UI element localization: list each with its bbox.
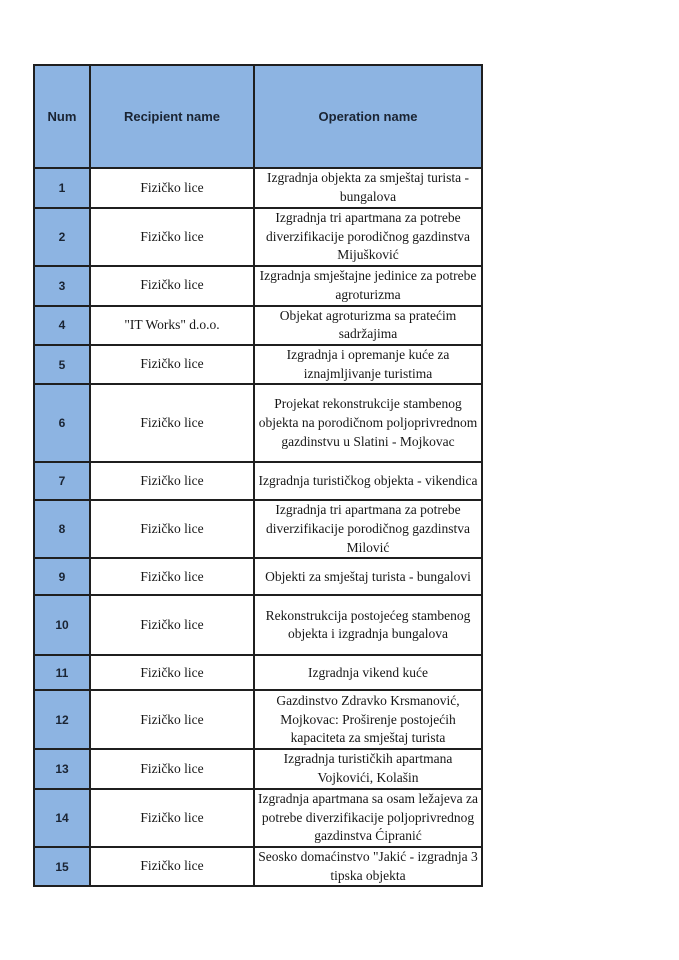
recipient-cell: Fizičko lice bbox=[90, 847, 254, 886]
num-cell: 9 bbox=[34, 558, 90, 595]
num-cell: 15 bbox=[34, 847, 90, 886]
recipient-cell: Fizičko lice bbox=[90, 789, 254, 847]
recipient-cell: Fizičko lice bbox=[90, 595, 254, 655]
table-row bbox=[34, 847, 482, 886]
num-cell: 11 bbox=[34, 655, 90, 690]
table-row bbox=[34, 595, 482, 655]
operation-cell: Izgradnja vikend kuće bbox=[254, 655, 482, 690]
num-cell: 1 bbox=[34, 168, 90, 208]
num-cell: 10 bbox=[34, 595, 90, 655]
table-row bbox=[34, 384, 482, 462]
recipient-cell: Fizičko lice bbox=[90, 168, 254, 208]
operation-cell: Objekti za smještaj turista - bungalovi bbox=[254, 558, 482, 595]
grants-table bbox=[33, 64, 483, 887]
operation-cell: Izgradnja tri apartmana za potrebe diverzifikacije porodičnog gazdinstva Mijušković bbox=[254, 208, 482, 266]
operation-cell: Projekat rekonstrukcije stambenog objekta na porodičnom poljoprivrednom gazdinstvu u Slatini - Mojkovac bbox=[254, 384, 482, 462]
table-row bbox=[34, 462, 482, 500]
table-row bbox=[34, 500, 482, 558]
recipient-cell: Fizičko lice bbox=[90, 690, 254, 749]
table-row bbox=[34, 690, 482, 749]
table-row bbox=[34, 789, 482, 847]
table-body bbox=[34, 168, 482, 886]
table-row bbox=[34, 168, 482, 208]
header-row bbox=[34, 65, 482, 168]
recipient-cell: Fizičko lice bbox=[90, 384, 254, 462]
operation-cell: Objekat agroturizma sa pratećim sadržajima bbox=[254, 306, 482, 345]
operation-cell: Gazdinstvo Zdravko Krsmanović, Mojkovac: Proširenje postojećih kapaciteta za smještaj turista bbox=[254, 690, 482, 749]
operation-cell: Rekonstrukcija postojećeg stambenog objekta i izgradnja bungalova bbox=[254, 595, 482, 655]
operation-cell: Seosko domaćinstvo "Jakić - izgradnja 3 tipska objekta bbox=[254, 847, 482, 886]
table-row bbox=[34, 749, 482, 788]
operation-cell: Izgradnja turističkih apartmana Vojkovići, Kolašin bbox=[254, 749, 482, 788]
recipient-cell: "IT Works" d.o.o. bbox=[90, 306, 254, 345]
num-cell: 12 bbox=[34, 690, 90, 749]
num-cell: 13 bbox=[34, 749, 90, 788]
recipient-cell: Fizičko lice bbox=[90, 749, 254, 788]
table-row bbox=[34, 558, 482, 595]
operation-cell: Izgradnja tri apartmana za potrebe diverzifikacije porodičnog gazdinstva Milović bbox=[254, 500, 482, 558]
num-cell: 3 bbox=[34, 266, 90, 305]
recipient-cell: Fizičko lice bbox=[90, 345, 254, 384]
recipient-cell: Fizičko lice bbox=[90, 558, 254, 595]
table-row bbox=[34, 306, 482, 345]
num-cell: 2 bbox=[34, 208, 90, 266]
header-recipient: Recipient name bbox=[90, 65, 254, 168]
operation-cell: Izgradnja objekta za smještaj turista - bungalova bbox=[254, 168, 482, 208]
num-cell: 6 bbox=[34, 384, 90, 462]
header-num: Num bbox=[34, 65, 90, 168]
table-row bbox=[34, 655, 482, 690]
operation-cell: Izgradnja smještajne jedinice za potrebe agroturizma bbox=[254, 266, 482, 305]
recipient-cell: Fizičko lice bbox=[90, 500, 254, 558]
recipient-cell: Fizičko lice bbox=[90, 655, 254, 690]
table-row bbox=[34, 208, 482, 266]
recipient-cell: Fizičko lice bbox=[90, 208, 254, 266]
operation-cell: Izgradnja turističkog objekta - vikendica bbox=[254, 462, 482, 500]
recipient-cell: Fizičko lice bbox=[90, 266, 254, 305]
recipient-cell: Fizičko lice bbox=[90, 462, 254, 500]
table-row bbox=[34, 345, 482, 384]
num-cell: 7 bbox=[34, 462, 90, 500]
operation-cell: Izgradnja apartmana sa osam ležajeva za potrebe diverzifikacije poljoprivrednog gazdinstva Ćipranić bbox=[254, 789, 482, 847]
header-operation: Operation name bbox=[254, 65, 482, 168]
num-cell: 14 bbox=[34, 789, 90, 847]
operation-cell: Izgradnja i opremanje kuće za iznajmljivanje turistima bbox=[254, 345, 482, 384]
num-cell: 8 bbox=[34, 500, 90, 558]
num-cell: 4 bbox=[34, 306, 90, 345]
table-row bbox=[34, 266, 482, 305]
num-cell: 5 bbox=[34, 345, 90, 384]
table-header bbox=[34, 65, 482, 168]
